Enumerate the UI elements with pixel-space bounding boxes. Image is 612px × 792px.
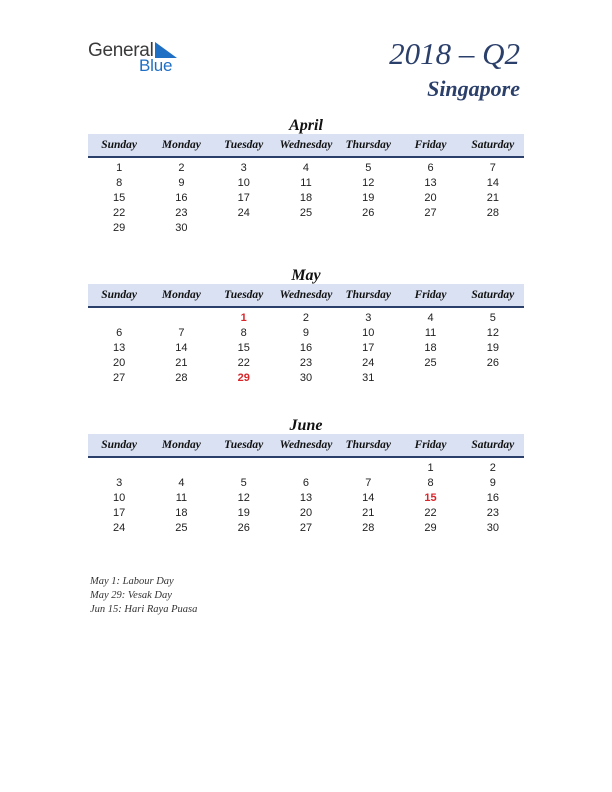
weekday-header xyxy=(88,134,524,158)
day-cell: 5 xyxy=(240,477,247,489)
holiday-notes xyxy=(90,575,197,617)
day-cell: 12 xyxy=(486,327,499,339)
day-cell: 25 xyxy=(424,357,437,369)
day-cell: 30 xyxy=(175,222,188,234)
week-row xyxy=(88,521,524,536)
day-cell: 21 xyxy=(175,357,188,369)
day-cell: 6 xyxy=(427,162,434,174)
week-row xyxy=(88,491,524,506)
holiday-note: May 1: Labour Day xyxy=(90,576,174,587)
day-cell: 1 xyxy=(116,162,123,174)
week-row xyxy=(88,506,524,521)
day-cell: 24 xyxy=(113,522,126,534)
holiday-note: Jun 15: Hari Raya Puasa xyxy=(90,604,198,615)
weekday-label: Friday xyxy=(414,439,447,451)
month-title: April xyxy=(289,117,323,134)
day-cell: 10 xyxy=(362,327,375,339)
weekday-label: Wednesday xyxy=(279,439,333,451)
month-may xyxy=(88,266,524,386)
day-cell: 12 xyxy=(362,177,375,189)
day-cell: 8 xyxy=(240,327,247,339)
day-cell: 31 xyxy=(362,372,375,384)
week-row xyxy=(88,326,524,341)
logo xyxy=(88,40,188,76)
day-cell: 14 xyxy=(175,342,188,354)
day-cell: 6 xyxy=(302,477,310,489)
day-cell: 18 xyxy=(424,342,437,354)
week-row xyxy=(88,191,524,206)
month-grid xyxy=(88,458,524,536)
day-cell: 24 xyxy=(362,357,375,369)
day-cell: 12 xyxy=(237,492,250,504)
day-cell: 29 xyxy=(237,372,250,384)
empty-cell xyxy=(399,221,461,236)
day-cell: 22 xyxy=(237,357,250,369)
day-cell: 7 xyxy=(489,162,496,174)
day-cell: 14 xyxy=(362,492,375,504)
day-cell: 5 xyxy=(489,312,496,324)
day-cell: 17 xyxy=(113,507,126,519)
day-cell: 16 xyxy=(486,492,499,504)
day-cell: 11 xyxy=(424,327,437,339)
day-cell: 27 xyxy=(113,372,126,384)
day-cell: 28 xyxy=(175,372,188,384)
weekday-label: Sunday xyxy=(101,139,138,151)
day-cell: 13 xyxy=(299,492,313,504)
day-cell: 7 xyxy=(178,327,185,339)
week-row xyxy=(88,206,524,221)
day-cell: 26 xyxy=(486,357,499,369)
day-cell: 1 xyxy=(427,462,434,474)
weekday-label: Thursday xyxy=(345,439,391,451)
day-cell: 20 xyxy=(113,357,126,369)
day-cell: 19 xyxy=(237,507,250,519)
week-row xyxy=(88,476,524,491)
day-cell: 2 xyxy=(489,462,496,474)
day-cell: 20 xyxy=(299,507,313,519)
day-cell: 3 xyxy=(116,477,123,489)
day-cell: 17 xyxy=(237,192,250,204)
day-cell: 15 xyxy=(237,342,250,354)
week-row xyxy=(88,221,524,236)
day-cell: 23 xyxy=(175,207,188,219)
empty-cell xyxy=(213,461,275,476)
weekday-label: Tuesday xyxy=(224,139,264,151)
day-cell: 8 xyxy=(116,177,123,189)
day-cell: 2 xyxy=(302,312,310,324)
day-cell: 29 xyxy=(113,222,126,234)
day-cell: 9 xyxy=(302,327,310,339)
day-cell: 29 xyxy=(424,522,437,534)
empty-cell xyxy=(150,311,212,326)
weekday-label: Tuesday xyxy=(224,439,264,451)
empty-cell xyxy=(337,461,399,476)
day-cell: 9 xyxy=(178,177,185,189)
day-cell: 26 xyxy=(237,522,250,534)
empty-cell xyxy=(399,371,461,386)
week-row xyxy=(88,356,524,371)
weekday-label: Monday xyxy=(161,289,201,301)
month-april xyxy=(88,116,524,236)
weekday-label: Friday xyxy=(414,139,447,151)
weekday-label: Sunday xyxy=(101,439,138,451)
weekday-label: Tuesday xyxy=(224,289,264,301)
weekday-label: Thursday xyxy=(345,289,391,301)
country-title: Singapore xyxy=(427,76,520,101)
day-cell: 30 xyxy=(486,522,499,534)
day-cell: 4 xyxy=(178,477,185,489)
logo-text-blue: Blue xyxy=(139,56,173,75)
week-row xyxy=(88,161,524,176)
day-cell: 14 xyxy=(486,177,499,189)
weekday-label: Saturday xyxy=(471,139,515,151)
day-cell: 4 xyxy=(302,162,310,174)
weekday-label: Monday xyxy=(161,139,201,151)
day-cell: 19 xyxy=(486,342,499,354)
week-row xyxy=(88,176,524,191)
day-cell: 10 xyxy=(237,177,250,189)
day-cell: 21 xyxy=(486,192,499,204)
day-cell: 28 xyxy=(486,207,499,219)
weekday-label: Friday xyxy=(414,289,447,301)
day-cell: 3 xyxy=(240,162,247,174)
day-cell: 5 xyxy=(365,162,372,174)
day-cell: 27 xyxy=(424,207,437,219)
day-cell: 25 xyxy=(175,522,188,534)
empty-cell xyxy=(275,221,337,236)
weekday-header xyxy=(88,434,524,458)
week-row xyxy=(88,311,524,326)
day-cell: 18 xyxy=(299,192,313,204)
day-cell: 27 xyxy=(299,522,313,534)
day-cell: 13 xyxy=(424,177,437,189)
day-cell: 25 xyxy=(299,207,313,219)
day-cell: 30 xyxy=(299,372,313,384)
weekday-label: Wednesday xyxy=(279,139,333,151)
day-cell: 19 xyxy=(362,192,375,204)
week-row xyxy=(88,461,524,476)
day-cell: 11 xyxy=(300,177,312,189)
day-cell: 13 xyxy=(113,342,126,354)
day-cell: 8 xyxy=(427,477,434,489)
empty-cell xyxy=(462,371,524,386)
weekday-label: Wednesday xyxy=(279,289,333,301)
day-cell: 24 xyxy=(237,207,250,219)
empty-cell xyxy=(150,461,212,476)
month-june xyxy=(88,416,524,536)
day-cell: 11 xyxy=(175,492,188,504)
day-cell: 7 xyxy=(365,477,372,489)
day-cell: 9 xyxy=(489,477,496,489)
logo-text-general: General xyxy=(88,40,154,61)
day-cell: 2 xyxy=(178,162,185,174)
weekday-label: Monday xyxy=(161,439,201,451)
weekday-label: Saturday xyxy=(471,289,515,301)
weekday-label: Thursday xyxy=(345,139,391,151)
empty-cell xyxy=(88,311,150,326)
day-cell: 26 xyxy=(362,207,375,219)
day-cell: 23 xyxy=(486,507,499,519)
day-cell: 6 xyxy=(116,327,123,339)
day-cell: 22 xyxy=(424,507,437,519)
day-cell: 23 xyxy=(299,357,313,369)
week-row xyxy=(88,341,524,356)
month-grid xyxy=(88,308,524,386)
day-cell: 1 xyxy=(240,312,247,324)
day-cell: 15 xyxy=(424,492,437,504)
holiday-note: May 29: Vesak Day xyxy=(90,590,172,601)
weekday-header xyxy=(88,284,524,308)
day-cell: 10 xyxy=(113,492,126,504)
week-row xyxy=(88,371,524,386)
empty-cell xyxy=(337,221,399,236)
empty-cell xyxy=(275,461,337,476)
day-cell: 16 xyxy=(299,342,313,354)
day-cell: 20 xyxy=(424,192,437,204)
month-title: June xyxy=(289,417,323,434)
weekday-label: Sunday xyxy=(101,289,138,301)
period-title: 2018 – Q2 xyxy=(389,36,520,71)
day-cell: 15 xyxy=(113,192,126,204)
day-cell: 3 xyxy=(365,312,372,324)
day-cell: 16 xyxy=(175,192,188,204)
day-cell: 17 xyxy=(362,342,375,354)
day-cell: 22 xyxy=(113,207,126,219)
day-cell: 4 xyxy=(427,312,434,324)
month-grid xyxy=(88,158,524,236)
day-cell: 18 xyxy=(175,507,188,519)
empty-cell xyxy=(462,221,524,236)
weekday-label: Saturday xyxy=(471,439,515,451)
day-cell: 21 xyxy=(362,507,375,519)
empty-cell xyxy=(213,221,275,236)
month-title: May xyxy=(291,267,321,284)
day-cell: 28 xyxy=(362,522,375,534)
empty-cell xyxy=(88,461,150,476)
